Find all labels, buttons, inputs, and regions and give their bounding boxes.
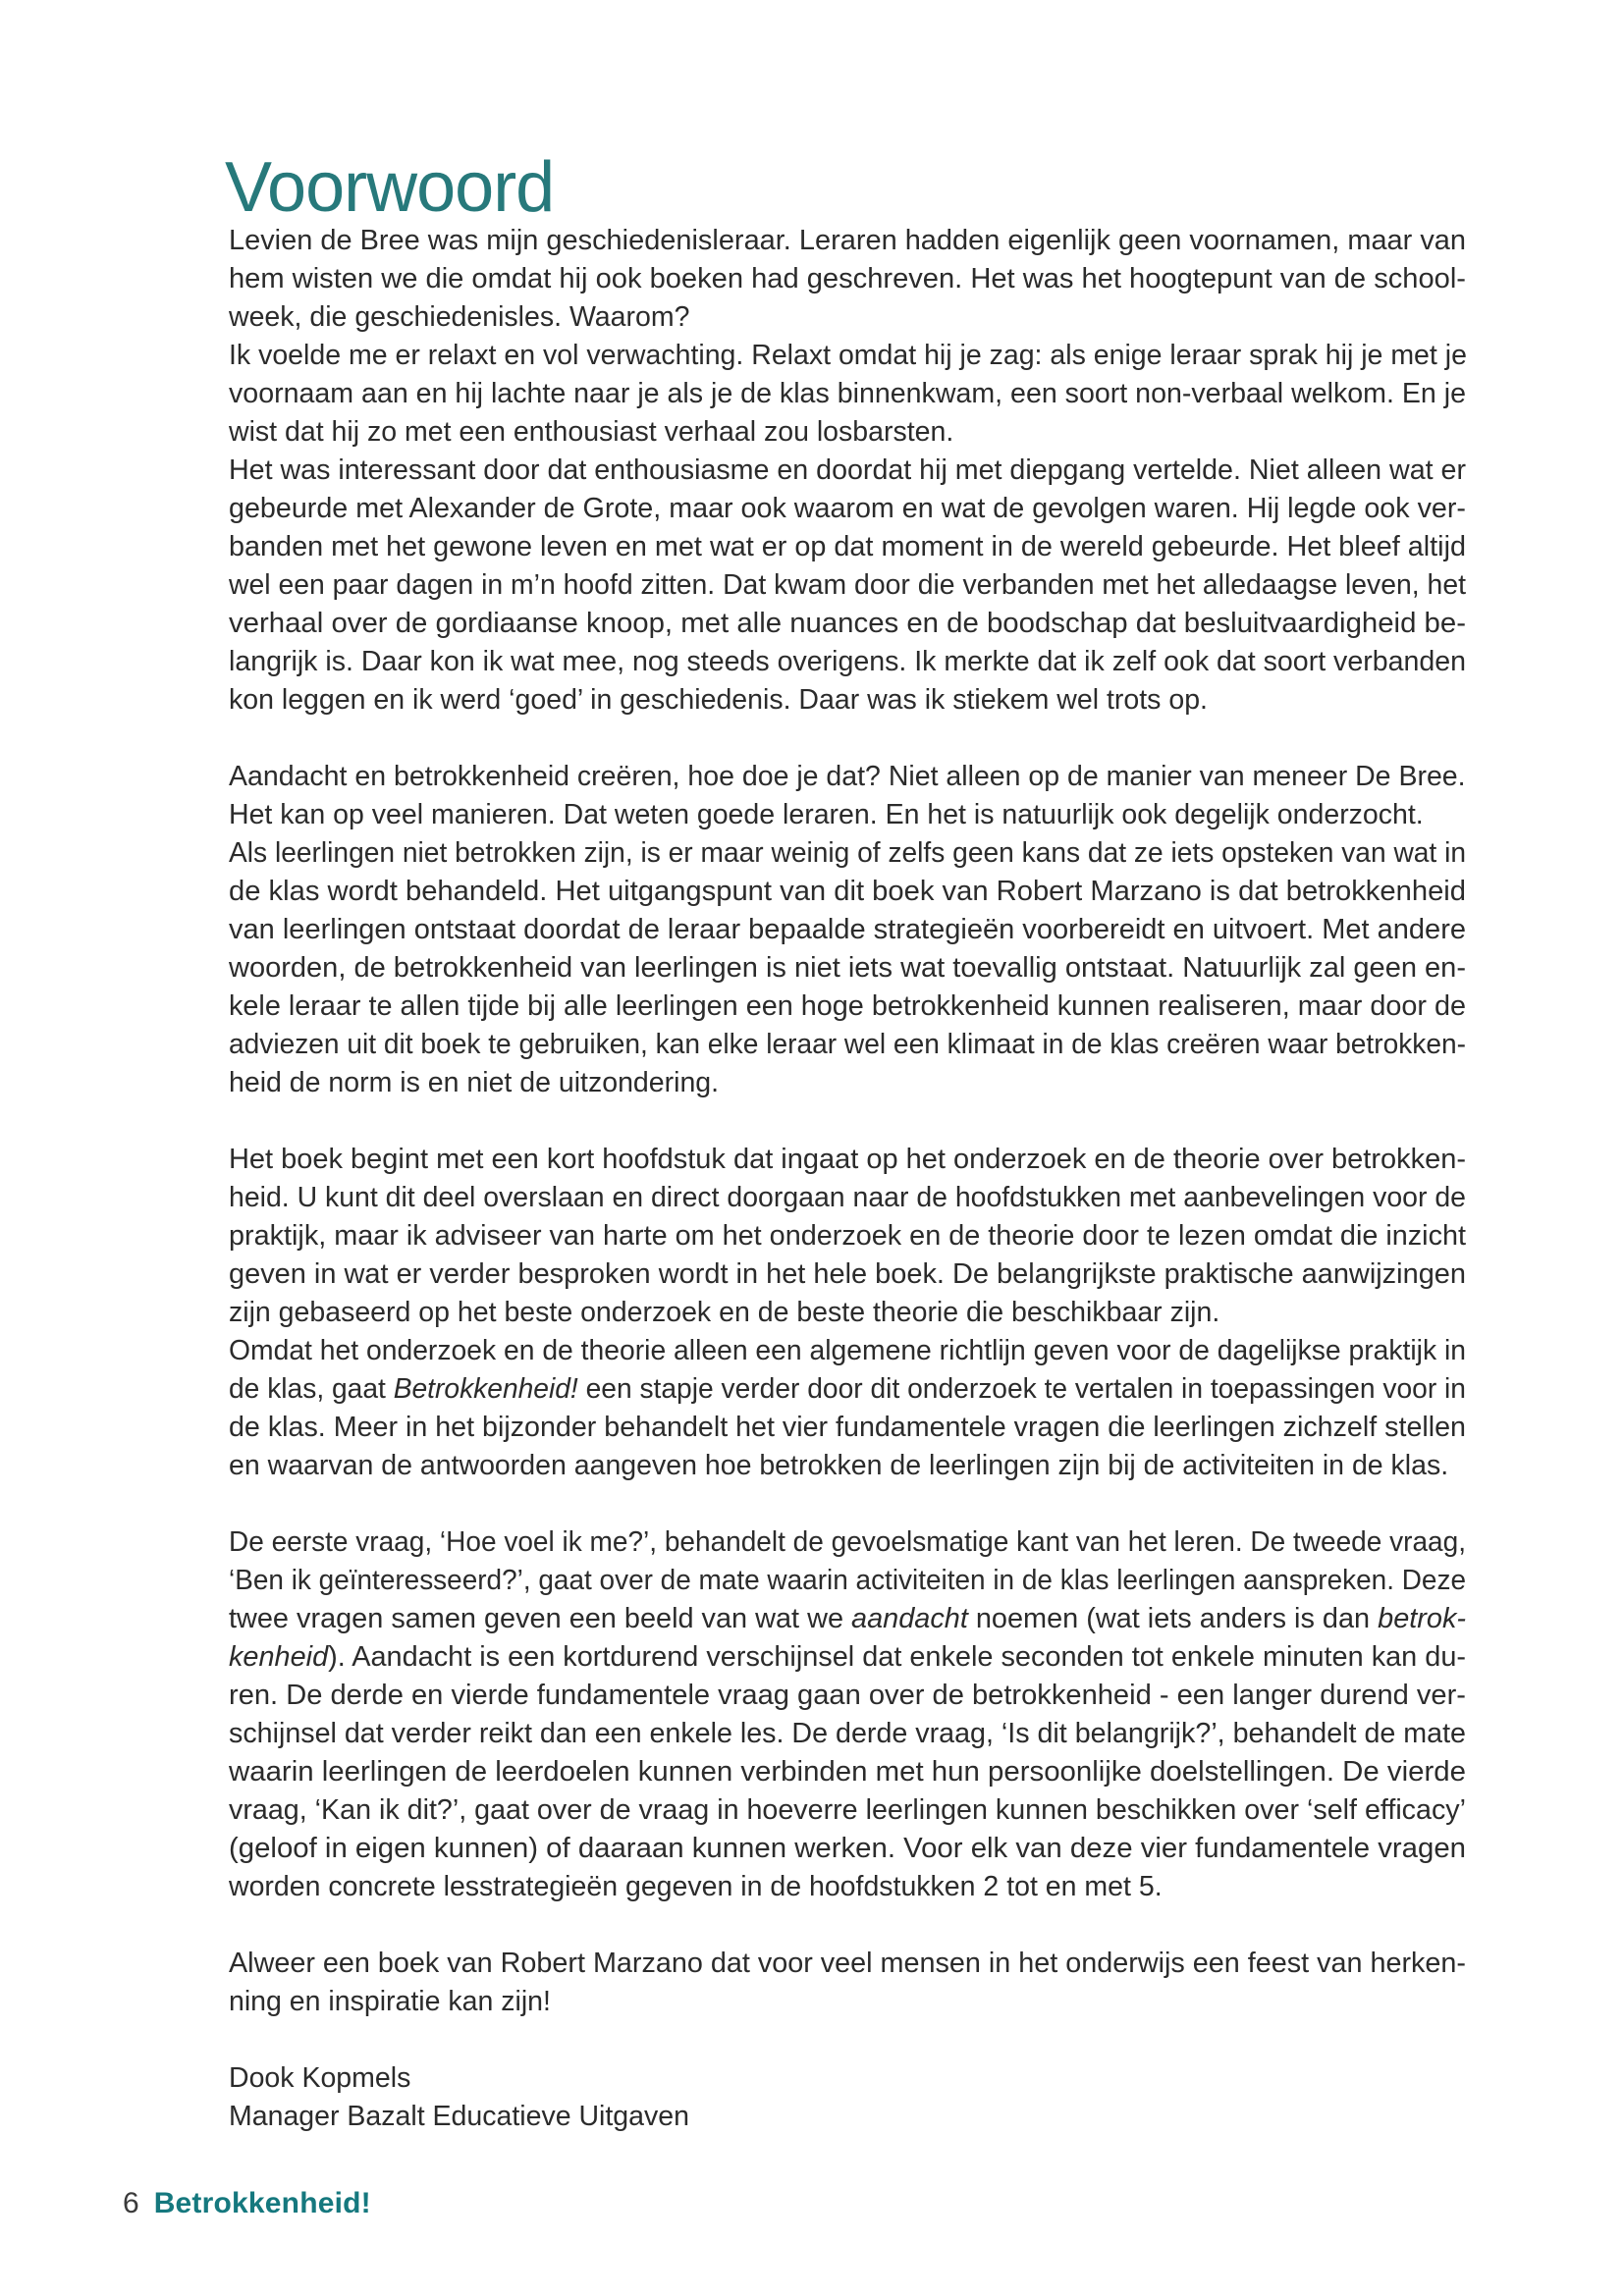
- text-line: wel een paar dagen in m’n hoofd zitten. Dat kwam door die verbanden met het alledaagse leven, het: [229, 569, 1466, 601]
- text-line: schijnsel dat verder reikt dan een enkele les. De derde vraag, ‘Is dit belangrijk?’, behandelt de mate: [229, 1718, 1466, 1749]
- text-line: twee vragen samen geven een beeld van wat we aandacht noemen (wat iets anders is dan betrok-: [229, 1603, 1466, 1634]
- paragraph-block: [229, 1523, 1466, 1906]
- text-line: kele leraar te allen tijde bij alle leerlingen een hoge betrokkenheid kunnen realiseren, maar door de: [229, 990, 1466, 1022]
- paragraph-block: [229, 1141, 1466, 1485]
- text-line: van leerlingen ontstaat doordat de leraar bepaalde strategieën voorbereidt en uitvoert. Met andere: [229, 914, 1466, 945]
- text-line: voornaam aan en hij lachte naar je als je de klas binnenkwam, een soort non-verbaal welkom. En je: [229, 378, 1466, 409]
- text-line: woorden, de betrokkenheid van leerlingen is niet iets wat toevallig ontstaat. Natuurlijk zal geen en-: [229, 952, 1467, 984]
- text-line: de klas wordt behandeld. Het uitgangspunt van dit boek van Robert Marzano is dat betrokkenheid: [229, 876, 1467, 907]
- text-line: Levien de Bree was mijn geschiedenisleraar. Leraren hadden eigenlijk geen voornamen, maar van: [229, 225, 1466, 256]
- text-line: wist dat hij zo met een enthousiast verhaal zou losbarsten.: [229, 416, 954, 448]
- text-line: langrijk is. Daar kon ik wat mee, nog steeds overigens. Ik merkte dat ik zelf ook dat soort verbanden: [229, 646, 1466, 677]
- text-line: praktijk, maar ik adviseer van harte om het onderzoek en de theorie door te lezen omdat die inzicht: [229, 1220, 1466, 1252]
- text-line: banden met het gewone leven en met wat er op dat moment in de wereld gebeurde. Het bleef altijd: [229, 531, 1466, 562]
- text-line: de klas. Meer in het bijzonder behandelt het vier fundamentele vragen die leerlingen zichzelf stellen: [229, 1412, 1466, 1443]
- text-line: de klas, gaat Betrokkenheid! een stapje verder door dit onderzoek te vertalen in toepassingen voor in: [229, 1373, 1466, 1405]
- text-line: ning en inspiratie kan zijn!: [229, 1986, 551, 2017]
- text-line: Als leerlingen niet betrokken zijn, is er maar weinig of zelfs geen kans dat ze iets opsteken van wat in: [229, 837, 1466, 869]
- text-line: Het boek begint met een kort hoofdstuk dat ingaat op het onderzoek en de theorie over betrokken-: [229, 1144, 1466, 1175]
- text-line: waarin leerlingen de leerdoelen kunnen verbinden met hun persoonlijke doelstellingen. De vierde: [229, 1756, 1466, 1788]
- paragraph-block: [229, 1945, 1466, 2021]
- text-line: adviezen uit dit boek te gebruiken, kan elke leraar wel een klimaat in de klas creëren waar betrokken-: [229, 1029, 1466, 1060]
- text-line: vraag, ‘Kan ik dit?’, gaat over de vraag in hoeverre leerlingen kunnen beschikken over ‘self efficacy’: [229, 1794, 1466, 1826]
- page-footer: [123, 2185, 371, 2222]
- text-line: Ik voelde me er relaxt en vol verwachting. Relaxt omdat hij je zag: als enige leraar sprak hij je met je: [229, 340, 1467, 371]
- text-blocks: [229, 222, 1466, 2136]
- text-line: Het kan op veel manieren. Dat weten goede leraren. En het is natuurlijk ook degelijk onderzocht.: [229, 799, 1424, 830]
- text-line: ren. De derde en vierde fundamentele vraag gaan over de betrokkenheid - een langer durend ver-: [229, 1680, 1466, 1711]
- text-line: heid. U kunt dit deel overslaan en direct doorgaan naar de hoofdstukken met aanbevelingen voor de: [229, 1182, 1466, 1213]
- text-line: hem wisten we die omdat hij ook boeken had geschreven. Het was het hoogtepunt van de school-: [229, 263, 1466, 294]
- paragraph-block: [229, 222, 1466, 720]
- text-line: Alweer een boek van Robert Marzano dat voor veel mensen in het onderwijs een feest van herken-: [229, 1948, 1466, 1979]
- book-title: Betrokkenheid!: [153, 2187, 371, 2219]
- text-line: Het was interessant door dat enthousiasme en doordat hij met diepgang vertelde. Niet alleen wat er: [229, 454, 1466, 486]
- text-line: Omdat het onderzoek en de theorie alleen een algemene richtlijn geven voor de dagelijkse praktijk in: [229, 1335, 1466, 1366]
- text-line: en waarvan de antwoorden aangeven hoe betrokken de leerlingen zijn bij de activiteiten in de klas.: [229, 1450, 1449, 1481]
- text-line: geven in wat er verder besproken wordt in het hele boek. De belangrijkste praktische aanwijzingen: [229, 1258, 1466, 1290]
- text-line: kenheid). Aandacht is een kortdurend verschijnsel dat enkele seconden tot enkele minuten kan du-: [229, 1641, 1466, 1673]
- text-line: zijn gebaseerd op het beste onderzoek en de beste theorie die beschikbaar zijn.: [229, 1297, 1220, 1328]
- text-line: week, die geschiedenisles. Waarom?: [229, 301, 690, 333]
- text-line: worden concrete lesstrategieën gegeven in de hoofdstukken 2 tot en met 5.: [229, 1871, 1163, 1902]
- text-line: ‘Ben ik geïnteresseerd?’, gaat over de mate waarin activiteiten in de klas leerlingen aanspreken. Deze: [229, 1565, 1466, 1596]
- text-line: Dook Kopmels: [229, 2062, 411, 2094]
- text-line: Aandacht en betrokkenheid creëren, hoe doe je dat? Niet alleen op de manier van meneer De Bree.: [229, 761, 1466, 792]
- text-line: gebeurde met Alexander de Grote, maar ook waarom en wat de gevolgen waren. Hij legde ook ver-: [229, 493, 1466, 524]
- page-number: 6: [123, 2187, 139, 2219]
- text-line: De eerste vraag, ‘Hoe voel ik me?’, behandelt de gevoelsmatige kant van het leren. De tweede vraag,: [229, 1526, 1466, 1558]
- text-line: kon leggen en ik werd ‘goed’ in geschiedenis. Daar was ik stiekem wel trots op.: [229, 684, 1208, 716]
- text-line: Manager Bazalt Educatieve Uitgaven: [229, 2101, 689, 2132]
- text-line: verhaal over de gordiaanse knoop, met alle nuances en de boodschap dat besluitvaardigheid be-: [229, 608, 1466, 639]
- paragraph-block: [229, 2059, 1466, 2136]
- page-title: Voorwoord: [225, 148, 555, 228]
- text-line: heid de norm is en niet de uitzondering.: [229, 1067, 720, 1098]
- paragraph-block: [229, 758, 1466, 1102]
- text-line: (geloof in eigen kunnen) of daaraan kunnen werken. Voor elk van deze vier fundamentele vragen: [229, 1833, 1467, 1864]
